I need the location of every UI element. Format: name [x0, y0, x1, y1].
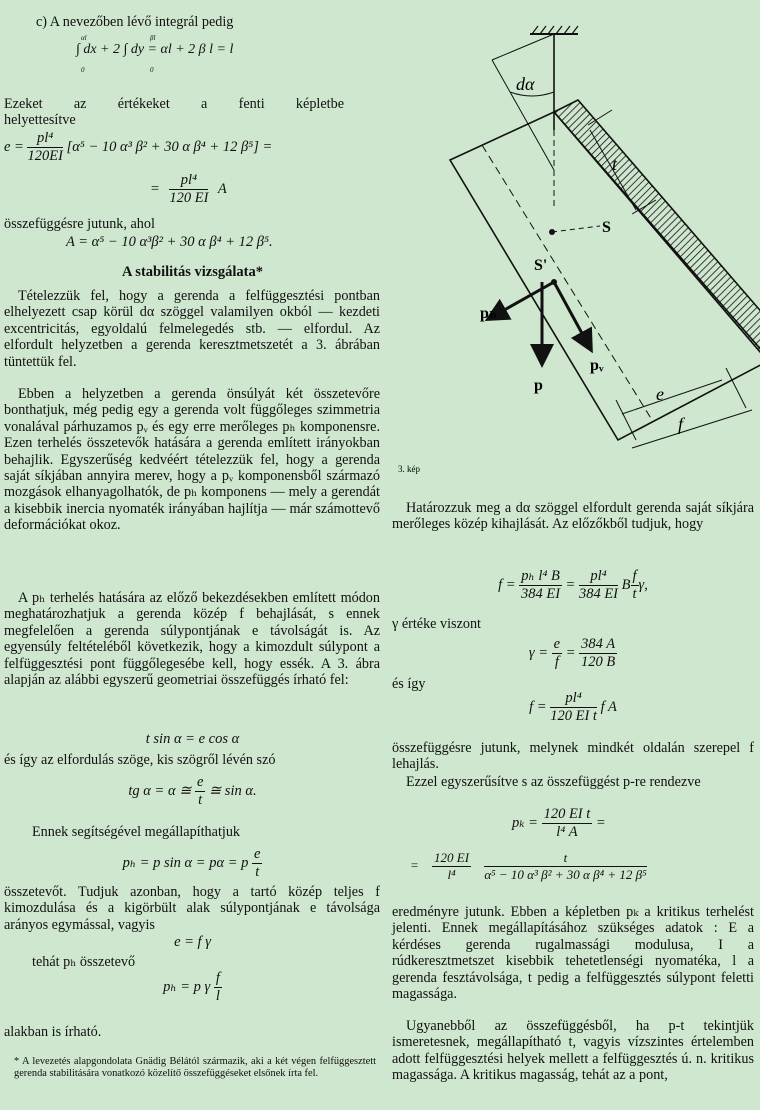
pk2-formula	[410, 850, 754, 883]
integral-formula	[76, 34, 385, 74]
ph-num: e	[253, 846, 261, 862]
tg-rhs: ≅ sin α.	[209, 782, 257, 799]
tg-lhs: tg α = α ≅	[128, 782, 192, 799]
tg-fraction	[195, 774, 205, 809]
g-frac1	[552, 636, 562, 671]
label-t: t	[612, 154, 618, 174]
f-formula	[392, 568, 754, 603]
ph-den: t	[255, 864, 260, 880]
e2-formula	[150, 172, 385, 207]
dimension-e-f	[616, 368, 752, 448]
f2-den: 120 EI t	[550, 708, 597, 724]
pk2-frac2	[484, 850, 646, 883]
e2-eq: =	[150, 180, 160, 197]
e2-den: 120 EI	[169, 190, 209, 206]
g-num2: 384 A	[581, 636, 616, 652]
beam-section	[450, 100, 760, 440]
result-text: összefüggésre jutunk, ahol	[4, 216, 155, 232]
label-S: S	[602, 219, 611, 236]
para1: Tételezzük fel, hogy a gerenda a felfüggesztési pontban elhelyezett csap körül dα szöggel valamilyen okból — kezdeti excentricitás, egyoldalú felmelegedés stb. — elfordul. Az elfordult helyzetben a gerenda keresztmetszetét a 3. ábrában tüntettük fel.	[4, 288, 380, 370]
e-rhs: [α⁵ − 10 α³ β² + 30 α β⁴ + 12 β⁵] =	[66, 138, 273, 155]
pk-fraction	[542, 806, 593, 841]
tg-num: e	[196, 774, 204, 790]
e-lhs: e =	[4, 138, 24, 155]
pk-tail: =	[595, 814, 606, 831]
e-fgamma: e = f γ	[174, 934, 211, 950]
label-S-prime: S'	[534, 257, 548, 274]
ph2-fraction	[214, 970, 222, 1005]
f2-fraction	[550, 690, 597, 725]
e2-num: pl⁴	[169, 172, 208, 190]
tg-den: t	[198, 792, 203, 808]
g-eq: =	[565, 644, 576, 661]
g-den1: f	[554, 654, 559, 670]
f-num1: pₕ l⁴ B	[521, 568, 560, 584]
so-text: és így az elfordulás szöge, kis szögről lévén szó	[4, 752, 276, 768]
f2-formula	[392, 690, 754, 725]
figure-caption: 3. kép	[398, 464, 420, 474]
g-lhs: γ =	[528, 644, 549, 661]
g-num1: e	[553, 636, 561, 652]
pk2-den2: α⁵ − 10 α³ β² + 30 α β⁴ + 12 β⁵	[484, 867, 647, 882]
g-den2: 120 B	[581, 654, 616, 670]
e-den: 120EI	[27, 148, 63, 164]
ph2-formula	[0, 970, 385, 1005]
f-den1: 384 EI	[521, 586, 561, 602]
f-B: B	[621, 576, 631, 593]
help-text: Ennek segítségével megállapíthatjuk	[32, 824, 241, 840]
gamma-text: γ értéke viszont	[392, 616, 481, 632]
e-num: pl⁴	[27, 130, 62, 148]
ph-lhs: pₕ = p sin α = pα = p	[122, 854, 249, 871]
ph2-num: f	[215, 970, 220, 986]
g-frac2	[579, 636, 617, 671]
f2-tail: f A	[600, 698, 617, 715]
label-ph: pₕ	[480, 305, 498, 322]
f-num2: pl⁴	[579, 568, 618, 586]
f-den3: t	[632, 586, 637, 602]
pk2-num1: 120 EI	[434, 850, 470, 865]
f-eq: =	[565, 576, 576, 593]
r-para1: Határozzuk meg a dα szöggel elfordult gerenda saját síkjára merőleges közép kihajlását. Az előzőkből tudjuk, hogy	[392, 500, 754, 533]
section-heading: A stabilitás vizsgálata*	[122, 264, 263, 280]
ph-formula	[0, 846, 385, 881]
para4: összetevőt. Tudjuk azonban, hogy a tartó közép teljes f kimozdulása és a kigörbült alak súlypontjának e távolsága arányos egymással, vagyis	[4, 884, 380, 933]
pk2-num2: t	[484, 850, 646, 867]
r-para4: eredményre jutunk. Ebben a képletben pₖ a kritikus terhelést jelenti. Ennek megállapításához szükséges adatok : E a kérdéses gerenda rugalmassági modulusa, I a rúdkeresztmetszet kisebbik tehetetlenségi nyomatéka, l a gerenda fesztávolsága, t pedig a felfüggesztés súlypont feletti magassága.	[392, 904, 754, 1003]
para3: A pₕ terhelés hatására az előző bekezdésekben említett módon meghatározhatjuk a gerenda közép f behajlását, s ennek megfelelően a gerenda súlypontjának e távolságát is. Az egyensúly feltételéből következik, hogy a kimozdult súlypont a felfüggesztési pont függőlegesébe kell, hogy essék. A 3. ábra alapján az alábbi egyszerű geometriai összefüggés írható fel:	[4, 590, 380, 689]
r-para5: Ugyanebből az összefüggésből, ha p-t tekintjük ismeretesnek, megállapítható t, vagyis vízszintes értelemben adott felfüggesztési helyek mellett a felfüggesztés ú. n. kritikus magassága. A kritikus magasság, tehát az a pont,	[392, 1018, 754, 1084]
e2-fraction	[169, 172, 208, 207]
label-dalpha: dα	[516, 74, 535, 94]
and-text: és így	[392, 676, 426, 692]
f-tail: γ,	[638, 576, 648, 593]
f2-lhs: f =	[529, 698, 547, 715]
label-pv: pᵥ	[590, 357, 604, 374]
int2-upper: βl	[150, 34, 156, 42]
int1-upper: αl	[81, 34, 87, 42]
pk-den: l⁴ A	[556, 824, 578, 840]
tg-formula	[0, 774, 385, 809]
writable-text: alakban is írható.	[4, 1024, 102, 1040]
c-intro: c) A nevezőben lévő integrál pedig	[36, 14, 234, 30]
then-text: tehát pₕ összetevő	[32, 954, 136, 970]
pk-num: 120 EI t	[543, 806, 591, 822]
ph2-den: l	[215, 988, 220, 1004]
figure-3	[392, 0, 760, 480]
label-p: p	[534, 377, 543, 394]
substituted-line2: helyettesítve	[4, 112, 76, 128]
e-fraction	[27, 130, 62, 165]
ph2-lhs: pₕ = p γ	[163, 978, 211, 995]
force-ph	[490, 282, 554, 318]
pk-formula	[512, 806, 754, 841]
f-frac1	[519, 568, 562, 603]
pk2-eq: =	[410, 857, 419, 873]
ph-fraction	[252, 846, 262, 881]
integral-expression: ∫ dx + 2 ∫ dy = αl + 2 β l = l	[76, 42, 234, 57]
f-lhs: f =	[498, 576, 516, 593]
r-para2: összefüggésre jutunk, melynek mindkét oldalán szerepel f lehajlás.	[392, 740, 754, 773]
gamma-formula	[392, 636, 754, 671]
int1-lower: 0	[81, 66, 85, 74]
tsin-formula: t sin α = e cos α	[145, 731, 240, 747]
f-den2: 384 EI	[578, 586, 619, 602]
pk2-frac1	[432, 850, 471, 883]
label-e: e	[656, 384, 664, 404]
force-pv	[554, 282, 590, 348]
footnote: * A levezetés alapgondolata Gnädig Bélától származik, aki a két végen felfüggesztett gerenda stabilitására vonatkozó közelítő összefüggéseket elsőnek írta fel.	[14, 1056, 376, 1080]
s-guide	[552, 226, 600, 232]
f2-num: pl⁴	[550, 690, 597, 708]
e-formula	[4, 130, 385, 165]
A-formula: A = α⁵ − 10 α³β² + 30 α β⁴ + 12 β⁵.	[66, 234, 273, 250]
e2-rhs: A	[217, 180, 227, 197]
f-frac2	[579, 568, 618, 603]
label-f: f	[678, 414, 684, 434]
f-num3: f	[632, 568, 637, 584]
int2-lower: 0	[150, 66, 154, 74]
para2: Ebben a helyzetben a gerenda önsúlyát két összetevőre bonthatjuk, még pedig egy a gerenda volt függőleges szimmetria vonalával párhuzamos pᵥ és egy erre merőleges pₕ komponensre. Ezen terhelés összetevők hatására a gerenda említett irányokban behajlik. Egyszerűség kedvéért tételezzük fel, hogy a gerenda saját síkjában annyira merev, hogy a pᵥ komponensből származó mozgások elhanyagolhatók, de pₕ komponens — mely a gerendát a kisebbik inercia nyomaték irányában hajlítja — már számottevő deformációkat okoz.	[4, 386, 380, 534]
substituted-line1: Ezeket az értékeket a fenti képletbe	[4, 96, 344, 112]
f-frac3	[631, 568, 639, 603]
pk-lhs: pₖ =	[512, 814, 538, 831]
r-para3: Ezzel egyszerűsítve s az összefüggést p-re rendezve	[406, 774, 701, 790]
pk2-den1: l⁴	[447, 867, 456, 882]
angle-dalpha	[492, 34, 554, 170]
